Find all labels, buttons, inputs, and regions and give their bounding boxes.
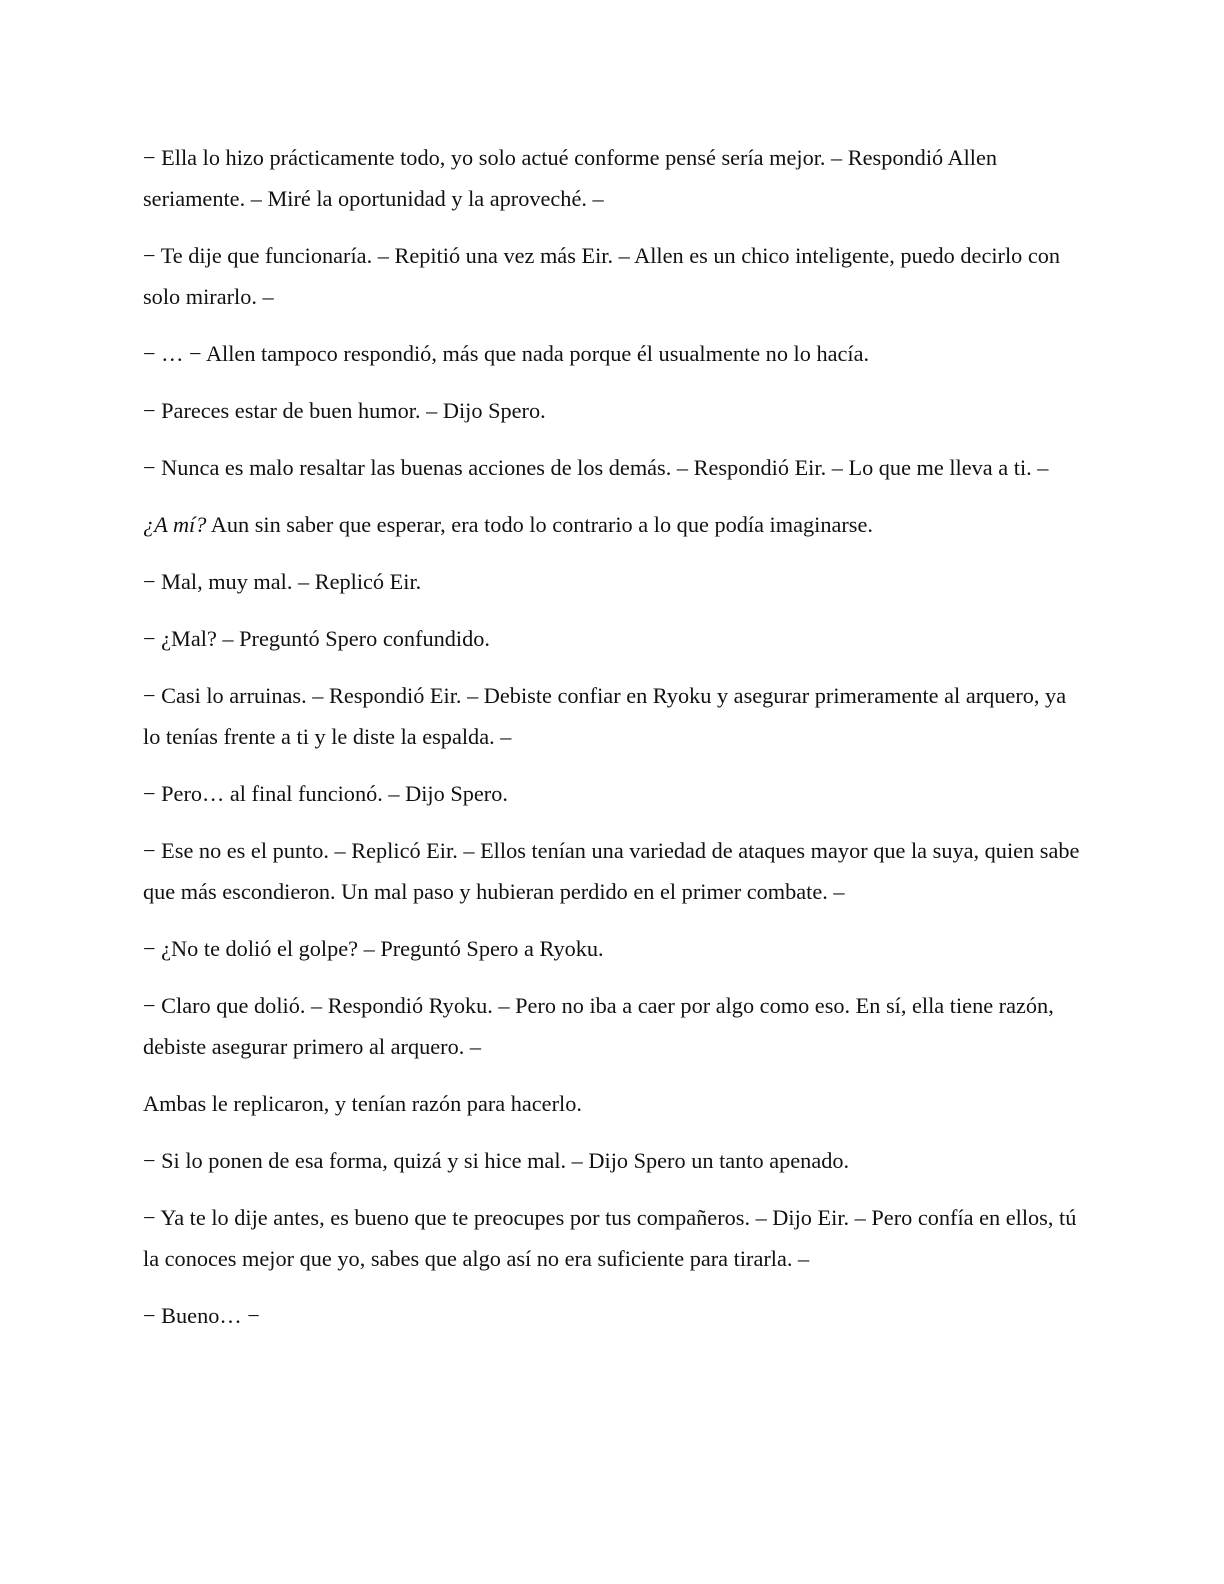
paragraph: − Si lo ponen de esa forma, quizá y si hice mal. – Dijo Spero un tanto apenado. [143, 1148, 850, 1173]
paragraph: − Ya te lo dije antes, es bueno que te preocupes por tus compañeros. – Dijo Eir. – Pero confía en ellos, tú la conoces mejor que yo, sabes que algo así no era suficiente para tirarla. – [143, 1205, 1077, 1271]
paragraph: − … − Allen tampoco respondió, más que nada porque él usualmente no lo hacía. [143, 341, 870, 366]
paragraph: − Ese no es el punto. – Replicó Eir. – Ellos tenían una variedad de ataques mayor que la suya, quien sabe que más escondieron. Un mal paso y hubieran perdido en el primer combate. – [143, 838, 1080, 904]
paragraph: − Ella lo hizo prácticamente todo, yo solo actué conforme pensé sería mejor. – Respondió Allen seriamente. – Miré la oportunidad y la aproveché. – [143, 145, 998, 211]
paragraph: − Bueno… − [143, 1303, 260, 1328]
paragraph-text: Aun sin saber que esperar, era todo lo contrario a lo que podía imaginarse. [206, 512, 873, 537]
italic-thought: ¿A mí? [143, 512, 207, 537]
paragraph: − Mal, muy mal. – Replicó Eir. [143, 569, 422, 594]
paragraph: − Casi lo arruinas. – Respondió Eir. – Debiste confiar en Ryoku y asegurar primeramente al arquero, ya lo tenías frente a ti y le diste la espalda. – [143, 683, 1067, 749]
paragraph: − Pareces estar de buen humor. – Dijo Spero. [143, 398, 546, 423]
document-page [143, 137, 1083, 1352]
paragraph: − Nunca es malo resaltar las buenas acciones de los demás. – Respondió Eir. – Lo que me lleva a ti. – [143, 455, 1049, 480]
paragraph: − Pero… al final funcionó. – Dijo Spero. [143, 781, 508, 806]
paragraph: − ¿No te dolió el golpe? – Preguntó Spero a Ryoku. [143, 936, 604, 961]
paragraph [143, 504, 1083, 545]
paragraph: − Te dije que funcionaría. – Repitió una vez más Eir. – Allen es un chico inteligente, puedo decirlo con solo mirarlo. – [143, 243, 1061, 309]
paragraph: − Claro que dolió. – Respondió Ryoku. – Pero no iba a caer por algo como eso. En sí, ella tiene razón, debiste asegurar primero al arquero. – [143, 993, 1054, 1059]
paragraph: − ¿Mal? – Preguntó Spero confundido. [143, 626, 490, 651]
paragraph: Ambas le replicaron, y tenían razón para hacerlo. [143, 1091, 582, 1116]
